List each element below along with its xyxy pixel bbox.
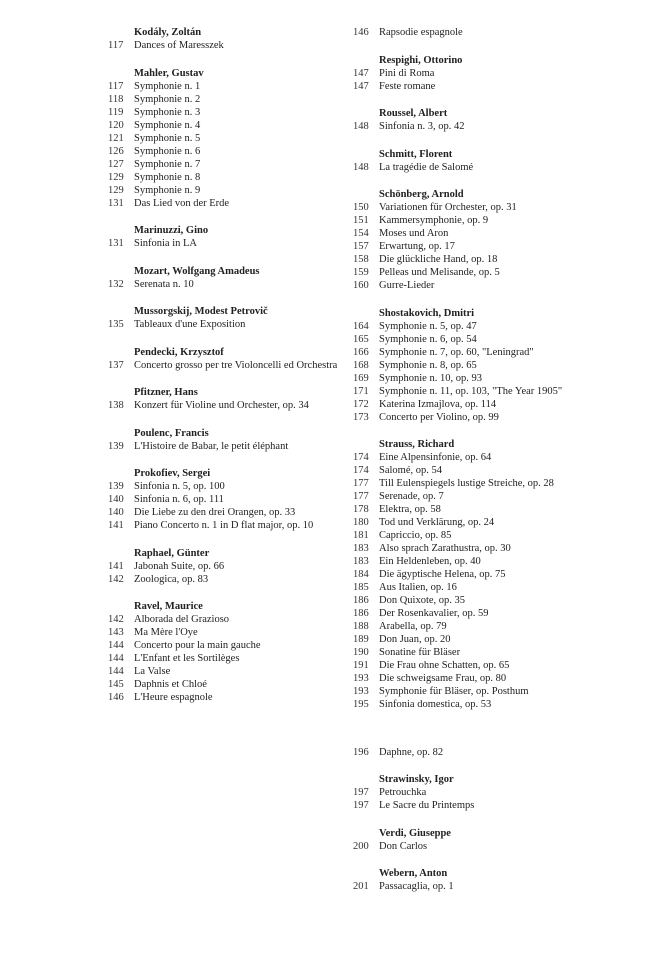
work-entry [108, 132, 348, 145]
composer-group-continued [353, 26, 653, 39]
work-entry [353, 240, 653, 253]
work-entry [353, 799, 653, 812]
work-title: Moses und Aron [379, 228, 449, 239]
work-title: Symphonie n. 2 [134, 93, 201, 105]
page-number: 144 [108, 640, 124, 651]
page-number: 173 [353, 411, 369, 423]
work-title: Till Eulenspiegels lustige Streiche, op. 28 [379, 478, 554, 489]
work-title: Symphonie n. 1 [134, 80, 201, 92]
composer-heading: Shostakovich, Dmitri [379, 307, 475, 319]
work-entry [353, 333, 653, 346]
page-number: 143 [108, 627, 124, 638]
work-entry [108, 145, 348, 158]
composer-heading: Strawinsky, Igor [379, 774, 454, 785]
page-number: 139 [108, 440, 124, 452]
work-title: Symphonie n. 6, op. 54 [379, 333, 477, 345]
composer-heading: Strauss, Richard [379, 439, 455, 450]
composer-group-ravel-maurice [108, 600, 348, 704]
work-entry [353, 26, 653, 39]
work-title: Daphne, op. 82 [379, 746, 444, 758]
work-entry [108, 39, 348, 52]
page-number: 140 [108, 507, 124, 518]
composer-heading: Pendecki, Krzysztof [134, 346, 224, 358]
page-number: 126 [108, 145, 124, 157]
page-number: 131 [108, 197, 124, 209]
work-entry [353, 464, 653, 477]
index-right-column [353, 26, 653, 908]
page-number: 145 [108, 679, 124, 690]
work-title: Eine Alpensinfonie, op. 64 [379, 452, 492, 463]
work-title: Capriccio, op. 85 [379, 530, 452, 541]
page-number: 165 [353, 333, 369, 345]
work-entry [353, 80, 653, 93]
page-number: 132 [108, 278, 124, 290]
composer-heading: Ravel, Maurice [134, 601, 203, 612]
work-entry [353, 359, 653, 372]
work-title: Ma Mère l'Oye [134, 627, 198, 638]
work-entry [353, 477, 653, 490]
composer-heading: Schönberg, Arnold [379, 189, 464, 200]
page-number: 191 [353, 660, 369, 671]
work-entry [353, 786, 653, 799]
page-number: 180 [353, 517, 369, 528]
work-entry [353, 840, 653, 853]
page-number: 144 [108, 653, 124, 664]
page-number: 150 [353, 202, 369, 213]
work-title: Symphonie n. 7, op. 60, "Leningrad" [379, 346, 534, 358]
work-entry [108, 691, 348, 704]
work-title: Salomé, op. 54 [379, 465, 442, 476]
work-title: Symphonie n. 11, op. 103, "The Year 1905" [379, 385, 563, 397]
work-entry [108, 506, 348, 519]
work-entry [353, 529, 653, 542]
page-number: 158 [353, 254, 369, 265]
work-entry [108, 278, 348, 291]
work-title: Feste romane [379, 80, 436, 92]
composer-group-respighi-ottorino [353, 54, 653, 93]
work-title: Symphonie n. 5, op. 47 [379, 320, 477, 332]
composer-group-raphael-gunter [108, 547, 348, 586]
work-entry [353, 880, 653, 893]
page-number: 138 [108, 400, 124, 411]
work-title: Kammersymphonie, op. 9 [379, 215, 489, 226]
page-number: 197 [353, 787, 369, 798]
work-title: Serenade, op. 7 [379, 491, 444, 502]
page-number: 144 [108, 666, 124, 677]
work-title: Das Lied von der Erde [134, 197, 230, 209]
work-entry [353, 372, 653, 385]
work-title: Serenata n. 10 [134, 278, 194, 290]
work-title: Daphnis et Chloé [134, 679, 207, 690]
work-title: Symphonie n. 8 [134, 171, 201, 183]
work-entry [353, 161, 653, 174]
page-number: 183 [353, 543, 369, 554]
composer-group-roussel-albert [353, 107, 653, 133]
work-entry [108, 119, 348, 132]
work-entry [108, 493, 348, 506]
work-entry [353, 685, 653, 698]
work-title: Don Carlos [379, 840, 428, 852]
page-number: 177 [353, 478, 369, 489]
work-title: Katerina Izmajlova, op. 114 [379, 398, 497, 410]
work-title: Konzert für Violine und Orchester, op. 34 [134, 400, 309, 411]
work-title: L'Heure espagnole [134, 692, 213, 703]
work-entry [353, 620, 653, 633]
work-title: Sinfonia n. 3, op. 42 [379, 121, 465, 132]
work-entry [108, 519, 348, 532]
composer-group-shostakovich-dmitri [353, 307, 653, 424]
work-entry [108, 626, 348, 639]
page-number: 166 [353, 346, 369, 358]
work-title: Zoologica, op. 83 [134, 573, 209, 585]
composer-group-schonberg-arnold [353, 188, 653, 292]
composer-group-schmitt-florent [353, 148, 653, 174]
work-entry [353, 594, 653, 607]
work-title: Sonatine für Bläser [379, 647, 461, 658]
page-number: 129 [108, 171, 124, 183]
work-title: Die Liebe zu den drei Orangen, op. 33 [134, 507, 296, 518]
page-number: 118 [108, 93, 124, 105]
work-entry [108, 652, 348, 665]
page-number: 157 [353, 241, 369, 252]
page-number: 142 [108, 573, 124, 585]
composer-group-strawinsky-igor [353, 773, 653, 812]
work-entry [353, 279, 653, 292]
work-entry [353, 633, 653, 646]
page-number: 178 [353, 504, 369, 515]
page-number: 139 [108, 481, 124, 492]
composer-group-mozart-wolfgang-amadeus [108, 265, 348, 291]
page-number: 193 [353, 673, 369, 684]
work-entry [353, 516, 653, 529]
work-title: Le Sacre du Printemps [379, 800, 475, 811]
work-title: Sinfonia in LA [134, 238, 197, 249]
work-entry [108, 678, 348, 691]
composer-heading: Webern, Anton [379, 868, 448, 879]
work-title: Variationen für Orchester, op. 31 [379, 202, 517, 213]
page-number: 141 [108, 560, 124, 572]
work-entry [353, 698, 653, 711]
page-number: 160 [353, 280, 369, 291]
work-entry [353, 555, 653, 568]
work-title: La tragédie de Salomé [379, 161, 474, 173]
page-number: 148 [353, 161, 369, 173]
composer-heading: Mussorgskij, Modest Petrovič [134, 306, 268, 317]
work-entry [108, 639, 348, 652]
work-entry [108, 560, 348, 573]
page-number: 135 [108, 319, 124, 330]
composer-heading: Roussel, Albert [379, 108, 448, 119]
page-number: 147 [353, 67, 369, 79]
work-entry [353, 385, 653, 398]
page-number: 140 [108, 494, 124, 505]
work-title: Die glückliche Hand, op. 18 [379, 254, 498, 265]
work-entry [108, 184, 348, 197]
composer-heading: Mahler, Gustav [134, 67, 204, 79]
page-number: 159 [353, 267, 369, 278]
work-entry [353, 266, 653, 279]
work-entry [353, 67, 653, 80]
work-title: Aus Italien, op. 16 [379, 582, 457, 593]
page-number: 188 [353, 621, 369, 632]
work-entry [353, 201, 653, 214]
page-number: 137 [108, 359, 124, 371]
page-number: 169 [353, 372, 369, 384]
work-entry [353, 346, 653, 359]
work-title: Erwartung, op. 17 [379, 241, 455, 252]
index-left-column [108, 26, 348, 719]
work-title: Symphonie n. 6 [134, 145, 201, 157]
work-title: Symphonie n. 7 [134, 158, 201, 170]
work-title: Piano Concerto n. 1 in D flat major, op. 10 [134, 520, 314, 531]
work-entry [353, 398, 653, 411]
page-number: 190 [353, 647, 369, 658]
work-entry [108, 665, 348, 678]
composer-heading: Prokofiev, Sergei [134, 468, 211, 479]
work-title: Sinfonia n. 5, op. 100 [134, 481, 225, 492]
work-entry [353, 568, 653, 581]
composer-group-continued [353, 746, 653, 759]
work-entry [353, 646, 653, 659]
page-number: 185 [353, 582, 369, 593]
work-entry [108, 318, 348, 331]
section-spacer [353, 726, 653, 746]
work-title: Dances of Maresszek [134, 40, 224, 51]
work-entry [353, 659, 653, 672]
composer-group-poulenc-francis [108, 427, 348, 453]
work-title: Petrouchka [379, 787, 427, 798]
work-entry [108, 480, 348, 493]
composer-heading: Marinuzzi, Gino [134, 225, 209, 236]
page-number: 171 [353, 385, 369, 397]
page-number: 201 [353, 881, 369, 892]
composer-heading: Raphael, Günter [134, 547, 210, 559]
composer-heading: Kodály, Zoltán [134, 27, 202, 38]
work-entry [353, 607, 653, 620]
work-entry [353, 542, 653, 555]
work-entry [108, 359, 348, 372]
work-title: Sinfonia n. 6, op. 111 [134, 494, 224, 505]
page-number: 119 [108, 106, 124, 118]
composer-group-webern-anton [353, 867, 653, 893]
work-title: La Valse [134, 666, 171, 677]
work-title: Die Frau ohne Schatten, op. 65 [379, 660, 510, 671]
work-entry [108, 93, 348, 106]
page-number: 147 [353, 80, 369, 92]
page-number: 189 [353, 634, 369, 645]
composer-group-verdi-giuseppe [353, 827, 653, 853]
page-number: 186 [353, 608, 369, 619]
work-entry [353, 320, 653, 333]
page-number: 121 [108, 132, 124, 144]
page-number: 193 [353, 686, 369, 697]
work-entry [353, 411, 653, 424]
work-title: Tableaux d'une Exposition [134, 319, 246, 330]
work-title: Rapsodie espagnole [379, 27, 463, 38]
work-entry [353, 581, 653, 594]
page-number: 184 [353, 569, 369, 580]
work-entry [353, 503, 653, 516]
page-number: 186 [353, 595, 369, 606]
work-title: Symphonie n. 10, op. 93 [379, 372, 482, 384]
page-number: 141 [108, 520, 124, 531]
page-number: 146 [108, 692, 124, 703]
page-number: 183 [353, 556, 369, 567]
work-entry [353, 451, 653, 464]
page-number: 127 [108, 158, 124, 170]
work-title: Symphonie n. 4 [134, 119, 201, 131]
page-number: 154 [353, 228, 369, 239]
page-number: 174 [353, 452, 369, 463]
work-title: Symphonie n. 8, op. 65 [379, 359, 477, 371]
work-title: Jabonah Suite, op. 66 [134, 560, 225, 572]
work-title: Die schweigsame Frau, op. 80 [379, 673, 507, 684]
work-title: Gurre-Lieder [379, 280, 435, 291]
work-entry [108, 158, 348, 171]
work-title: L'Histoire de Babar, le petit éléphant [134, 440, 289, 452]
composer-heading: Mozart, Wolfgang Amadeus [134, 265, 260, 277]
work-entry [108, 613, 348, 626]
composer-heading: Verdi, Giuseppe [379, 827, 451, 839]
work-entry [108, 197, 348, 210]
page-number: 131 [108, 238, 124, 249]
page-number: 174 [353, 465, 369, 476]
page-number: 129 [108, 184, 124, 196]
composer-heading: Pfitzner, Hans [134, 387, 198, 398]
work-title: Don Quixote, op. 35 [379, 595, 466, 606]
page-number: 148 [353, 121, 369, 132]
composer-group-strauss-richard [353, 438, 653, 711]
page-number: 164 [353, 320, 369, 332]
work-entry [108, 237, 348, 250]
work-title: Ein Heldenleben, op. 40 [379, 556, 481, 567]
work-title: Die ägyptische Helena, op. 75 [379, 569, 506, 580]
work-title: Arabella, op. 79 [379, 621, 447, 632]
work-entry [108, 106, 348, 119]
page-number: 168 [353, 359, 369, 371]
work-title: L'Enfant et les Sortilèges [134, 653, 240, 664]
work-title: Symphonie n. 9 [134, 184, 201, 196]
work-title: Pini di Roma [379, 67, 435, 79]
composer-heading: Respighi, Ottorino [379, 54, 463, 66]
work-title: Symphonie für Bläser, op. Posthum [379, 686, 529, 697]
page-number: 117 [108, 40, 124, 51]
page-number: 181 [353, 530, 369, 541]
work-title: Tod und Verklärung, op. 24 [379, 517, 495, 528]
work-entry [353, 253, 653, 266]
work-entry [353, 672, 653, 685]
composer-heading: Schmitt, Florent [379, 148, 453, 160]
page-number: 151 [353, 215, 369, 226]
composer-group-marinuzzi-gino [108, 224, 348, 250]
page-number: 120 [108, 119, 124, 131]
page-number: 142 [108, 614, 124, 625]
work-entry [353, 746, 653, 759]
work-title: Also sprach Zarathustra, op. 30 [379, 543, 511, 554]
page-number: 172 [353, 398, 369, 410]
composer-group-pendecki-krzysztof [108, 346, 348, 372]
page-number: 196 [353, 746, 369, 758]
composer-group-mahler-gustav [108, 67, 348, 210]
page-number: 146 [353, 27, 369, 38]
work-title: Passacaglia, op. 1 [379, 881, 454, 892]
work-title: Symphonie n. 5 [134, 132, 201, 144]
composer-group-kodaly-zoltan [108, 26, 348, 52]
work-entry [108, 440, 348, 453]
work-entry [353, 120, 653, 133]
composer-group-prokofiev-sergei [108, 467, 348, 532]
composer-group-pfitzner-hans [108, 386, 348, 412]
page-number: 117 [108, 80, 124, 92]
work-title: Sinfonia domestica, op. 53 [379, 699, 492, 710]
composer-group-mussorgskij-modest-petrovic [108, 305, 348, 331]
work-title: Elektra, op. 58 [379, 504, 441, 515]
work-entry [353, 490, 653, 503]
work-entry [108, 399, 348, 412]
work-entry [353, 214, 653, 227]
page-number: 195 [353, 699, 369, 710]
work-entry [353, 227, 653, 240]
work-title: Don Juan, op. 20 [379, 634, 451, 645]
page-number: 177 [353, 491, 369, 502]
page-number: 200 [353, 840, 369, 852]
work-title: Der Rosenkavalier, op. 59 [379, 608, 489, 619]
work-entry [108, 80, 348, 93]
page-number: 197 [353, 800, 369, 811]
work-title: Concerto grosso per tre Violoncelli ed Orchestra [134, 359, 338, 371]
work-title: Pelleas und Melisande, op. 5 [379, 267, 500, 278]
work-title: Concerto per Violino, op. 99 [379, 411, 499, 423]
work-entry [108, 573, 348, 586]
work-entry [108, 171, 348, 184]
composer-heading: Poulenc, Francis [134, 427, 209, 439]
work-title: Concerto pour la main gauche [134, 640, 261, 651]
work-title: Alborada del Grazioso [134, 614, 230, 625]
work-title: Symphonie n. 3 [134, 106, 201, 118]
